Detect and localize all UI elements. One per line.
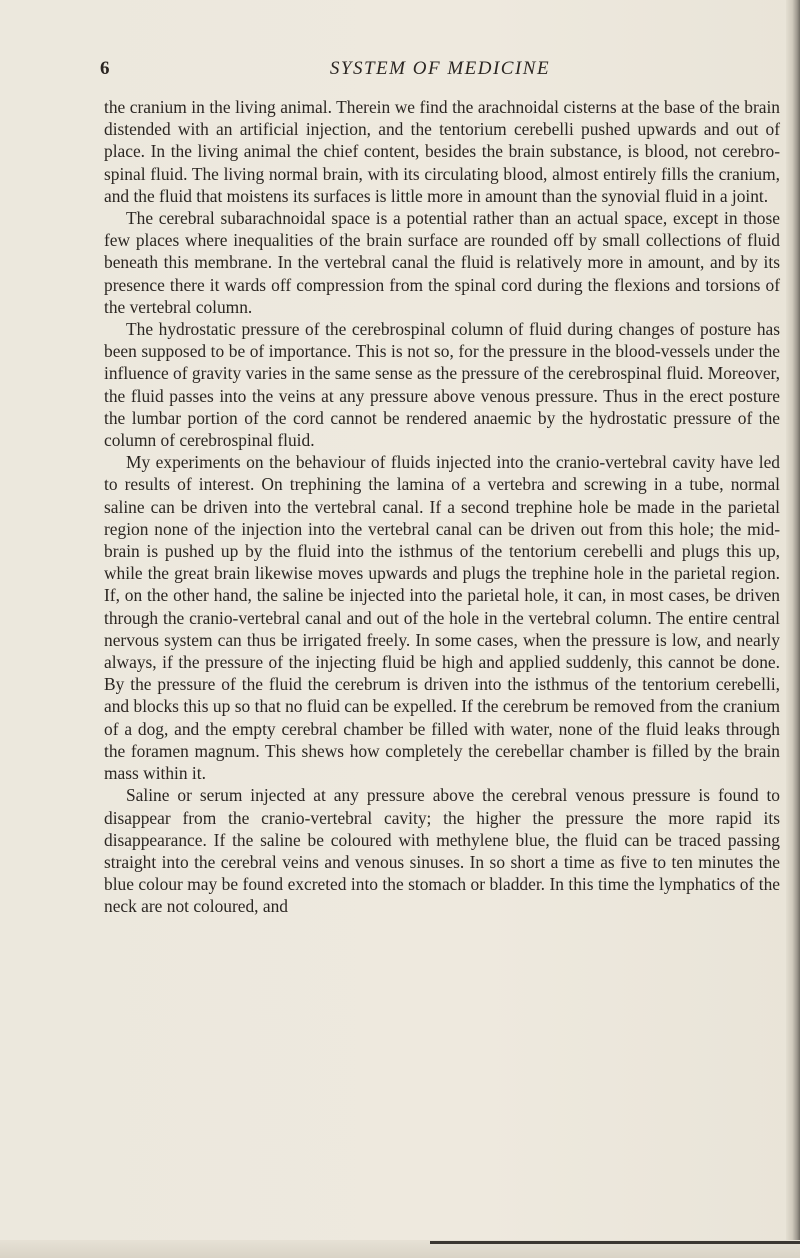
- body-text: [104, 96, 780, 918]
- page-header: [100, 58, 780, 82]
- running-head: SYSTEM OF MEDICINE: [329, 58, 551, 79]
- paragraph-continuation: the cranium in the living animal. Therein we find the arachnoidal cisterns at the base of the brain distended with an artificial injection, and the tentorium cerebelli pushed upwards and out of place. In the living animal the chief content, besides the brain substance, is blood, not cerebro-spinal fluid. The living normal brain, with its circulating blood, almost entirely fills the cranium, and the fluid that moistens its surfaces is little more in amount than the synovial fluid in a joint.: [104, 97, 780, 206]
- bottom-edge-line: [430, 1241, 800, 1244]
- page-edge-shadow: [786, 0, 800, 1258]
- page-number: 6: [100, 58, 110, 79]
- paragraph-experiments: My experiments on the behaviour of fluids injected into the cranio-vertebral cavity have led to results of interest. On trephining the lamina of a vertebra and screwing in a tube, normal saline can be driven into the vertebral canal. If a second trephine hole be made in the parietal region none of the injection into the vertebral canal can be driven out from this hole; the mid-brain is pushed up by the fluid into the isthmus of the tentorium cerebelli and plugs this up, while the great brain likewise moves upwards and plugs the trephine hole in the parietal region. If, on the other hand, the saline be injected into the parietal hole, it can, in most cases, be driven through the cranio-vertebral canal and out of the hole in the vertebral column. The entire central nervous system can thus be irrigated freely. In some cases, when the pressure is low, and nearly always, if the pressure of the injecting fluid be high and applied suddenly, this cannot be done. By the pressure of the fluid the cerebrum is driven into the isthmus of the tentorium cerebelli, and blocks this up so that no fluid can be expelled. If the cerebrum be removed from the cranium of a dog, and the empty cerebral chamber be filled with water, none of the fluid leaks through the foramen magnum. This shews how completely the cerebellar chamber is filled by the brain mass within it.: [104, 452, 780, 784]
- paragraph-saline-injection: Saline or serum injected at any pressure above the cerebral venous pressure is found to disappear from the cranio-vertebral cavity; the higher the pressure the more rapid its disappearance. If the saline be coloured with methylene blue, the fluid can be traced passing straight into the cerebral veins and venous sinuses. In so short a time as five to ten minutes the blue colour may be found excreted into the stomach or bladder. In this time the lymphatics of the neck are not coloured, and: [104, 785, 780, 917]
- paragraph-hydrostatic-pressure: The hydrostatic pressure of the cerebrospinal column of fluid during changes of posture has been supposed to be of importance. This is not so, for the pressure in the blood-vessels under the influence of gravity varies in the same sense as the pressure of the cerebrospinal fluid. Moreover, the fluid passes into the veins at any pressure above venous pressure. Thus in the erect posture the lumbar portion of the cord cannot be rendered anaemic by the hydrostatic pressure of the column of cerebrospinal fluid.: [104, 319, 780, 451]
- paragraph-subarachnoidal-space: The cerebral subarachnoidal space is a potential rather than an actual space, except in those few places where inequalities of the brain surface are rounded off by small collections of fluid beneath this membrane. In the vertebral canal the fluid is relatively more in amount, and by its presence there it wards off compression from the spinal cord during the flexions and torsions of the vertebral column.: [104, 208, 780, 317]
